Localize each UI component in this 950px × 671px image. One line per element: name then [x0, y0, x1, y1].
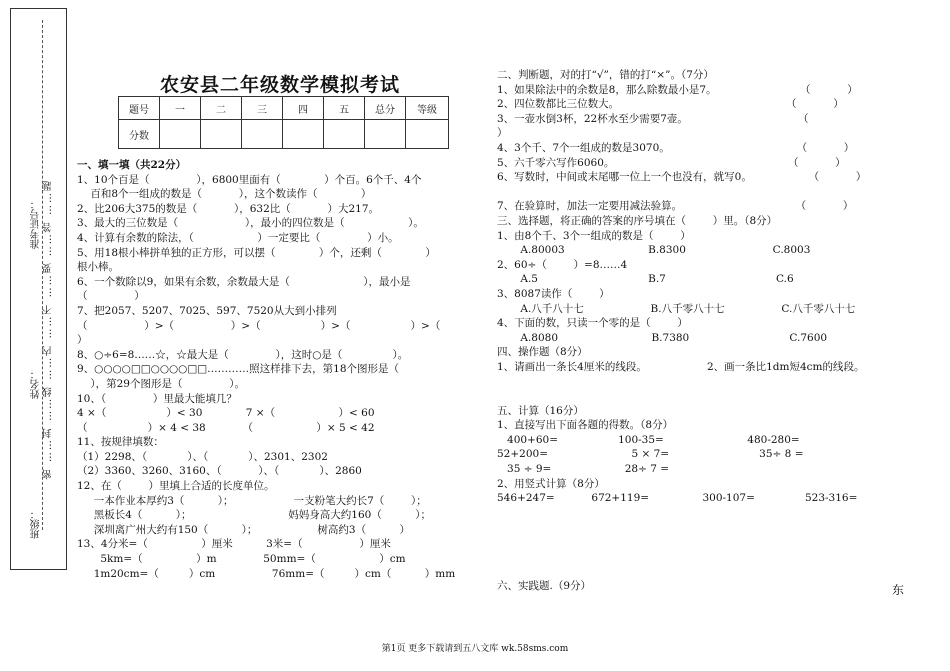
question-line: 13、4分米=（ ）厘米 3米=（ ）厘米	[77, 538, 391, 551]
question-line: 2、四位数都比三位数大。 （ ）	[497, 98, 844, 111]
question-line: 二、判断题，对的打“√”，错的打“×”。（7分）	[497, 69, 714, 81]
score-row-label: 分数	[119, 120, 160, 149]
question-line: A.八千八十七 B.八千零八十七 C.八千零八十七	[497, 302, 856, 315]
score-header-cell: 四	[283, 97, 324, 120]
exam-number-label: 准考证号：	[31, 199, 42, 249]
question-line: 9、○○○○□□○○○○□□…………照这样排下去，第18个图形是（	[77, 363, 400, 376]
question-line: （1）2298、（ ）、（ ）、2301、2302	[77, 450, 328, 463]
question-line	[497, 389, 912, 404]
question-line: 深圳离广州大约有150（ ）； 树高约3（ ）	[77, 523, 410, 536]
question-line: 1、由8个千、3个一组成的数是（ ）	[497, 229, 691, 242]
question-line: 3、最大的三位数是（ ），最小的四位数是（ ）。	[77, 217, 424, 230]
score-cell[interactable]	[365, 120, 406, 149]
score-table-score-row	[119, 120, 449, 149]
question-line: （ ）	[77, 290, 145, 303]
question-line: ），第29个图形是（ ）。	[77, 377, 245, 390]
question-line: ）	[497, 127, 508, 140]
question-line: A.8080 B.7380 C.7600	[497, 331, 828, 344]
left-column	[77, 158, 477, 581]
score-header-cell: 总分	[365, 97, 406, 120]
score-table	[118, 96, 449, 149]
question-line	[497, 374, 912, 389]
score-header-cell: 三	[242, 97, 283, 120]
question-line: 2、用竖式计算（8分）	[497, 477, 605, 490]
question-line: 黑板长4（ ）； 妈妈身高大约160（ ）；	[77, 509, 431, 522]
question-line: ）	[77, 334, 88, 347]
page-title: 农安县二年级数学模拟考试	[160, 74, 401, 96]
question-line: 3、8087读作（ ）	[497, 287, 610, 300]
right-column	[497, 68, 912, 593]
question-line: 三、选择题，将正确的答案的序号填在（ ）里。（8分）	[497, 214, 778, 227]
question-line: 四、操作题（8分）	[497, 346, 588, 359]
question-line: 4、下面的数，只读一个零的是（ ）	[497, 317, 688, 330]
east-label: 东	[892, 583, 905, 597]
question-line: 8、○÷6=8……☆，☆最大是（ ），这时○是（ ）。	[77, 348, 409, 361]
question-line	[497, 564, 912, 579]
question-line: 百和8个一组成的数是（ ），这个数读作（ ）	[77, 188, 372, 201]
question-line: 6、一个数除以9，如果有余数，余数最大是（ ），最小是	[77, 275, 411, 288]
question-line: 2、比206大375的数是（ ），632比（ ）大217。	[77, 202, 380, 215]
question-line: 546+247= 672+119= 300-107= 523-316=	[497, 492, 858, 505]
question-line	[497, 535, 912, 550]
question-line: 400+60= 100-35= 480-280=	[497, 433, 800, 446]
question-line: 4、3个千、7个一组成的数是3070。 （ ）	[497, 141, 855, 154]
question-line: 根小棒。	[77, 261, 119, 274]
question-line: 1、请画出一条长4厘米的线段。 2、画一条比1dm短4cm的线段。	[497, 360, 865, 373]
score-cell[interactable]	[160, 120, 201, 149]
question-line: 5km=（ ）m 50mm=（ ）cm	[77, 553, 406, 566]
score-header-cell: 一	[160, 97, 201, 120]
question-line: 6、写数时，中间或末尾哪一位上一个也没有，就写0。 （ ）	[497, 171, 867, 184]
question-line: （ ）>（ ）>（ ）>（ ）>（	[77, 319, 441, 332]
name-label: 姓名：	[31, 369, 42, 399]
question-line: 六、实践题.（9分）	[497, 579, 592, 592]
class-label: 班级：	[31, 509, 42, 539]
question-line: 1m20cm=（ ）cm 76mm=（ ）cm（ ）mm	[77, 567, 456, 580]
question-line: 10、（ ）里最大能填几？	[77, 392, 237, 405]
question-line: 一本作业本厚约3（ ）； 一支粉笔大约长7（ ）；	[77, 494, 427, 507]
seal-line-text: 密 ……封 ……线 ……内 ……不 ……要 ……答 ……题	[43, 179, 54, 480]
question-line	[497, 550, 912, 565]
question-line: 7、把2057、5207、7025、597、7520从大到小排列	[77, 304, 337, 317]
score-header-cell: 题号	[119, 97, 160, 120]
question-line: 5、六千零六写作6060。 （ ）	[497, 156, 846, 169]
question-line: 1、如果除法中的余数是8，那么除数最小是7。 （ ）	[497, 83, 858, 96]
question-line: 12、在（ ）里填上合适的长度单位。	[77, 480, 275, 493]
question-line: （ ）× 4 < 38 （ ）× 5 < 42	[77, 421, 375, 434]
question-line: 52+200= 5 × 7= 35÷ 8 =	[497, 448, 804, 461]
score-cell[interactable]	[406, 120, 449, 149]
question-line: 5、用18根小棒拼单独的正方形，可以摆（ ）个，还剩（ ）	[77, 246, 436, 259]
score-cell[interactable]	[324, 120, 365, 149]
page-footer: 第1页 更多下载请到五八文库 wk.58sms.com	[381, 644, 569, 654]
question-line	[497, 520, 912, 535]
question-line	[497, 185, 912, 200]
question-line: A.80003 B.8300 C.8003	[497, 244, 811, 257]
seal-dashed-line	[42, 20, 43, 530]
question-line: 3、一壶水倒3杯，22杯水至少需要7壶。 （	[497, 112, 809, 125]
question-line: 7、在验算时，加法一定要用减法验算。 （ ）	[497, 200, 854, 213]
question-line: 35 ÷ 9= 28÷ 7 =	[497, 463, 670, 476]
question-line: 1、10个百是（ ），6800里面有（ ）个百。6个千、4个	[77, 173, 422, 186]
question-line: （2）3360、3260、3160、（ ）、（ ）、2860	[77, 465, 362, 478]
score-header-cell: 五	[324, 97, 365, 120]
question-line: 11、按规律填数：	[77, 436, 164, 449]
score-cell[interactable]	[283, 120, 324, 149]
question-line: 1、直接写出下面各题的得数。（8分）	[497, 419, 674, 432]
question-line: 4 ×（ ）< 30 7 ×（ ）< 60	[77, 407, 375, 420]
question-line: 4、计算有余数的除法，（ ）一定要比（ ）小。	[77, 231, 399, 244]
question-line: A.5 B.7 C.6	[497, 273, 794, 286]
binding-margin	[10, 8, 67, 570]
score-cell[interactable]	[201, 120, 242, 149]
score-header-cell: 等级	[406, 97, 449, 120]
question-line: 2、60÷（ ）=8……4	[497, 258, 628, 271]
score-header-cell: 二	[201, 97, 242, 120]
question-line	[497, 506, 912, 521]
question-line: 五、计算（16分）	[497, 404, 584, 417]
score-cell[interactable]	[242, 120, 283, 149]
score-table-header-row	[119, 97, 449, 120]
question-line: 一、填一填（共22分）	[77, 159, 187, 171]
